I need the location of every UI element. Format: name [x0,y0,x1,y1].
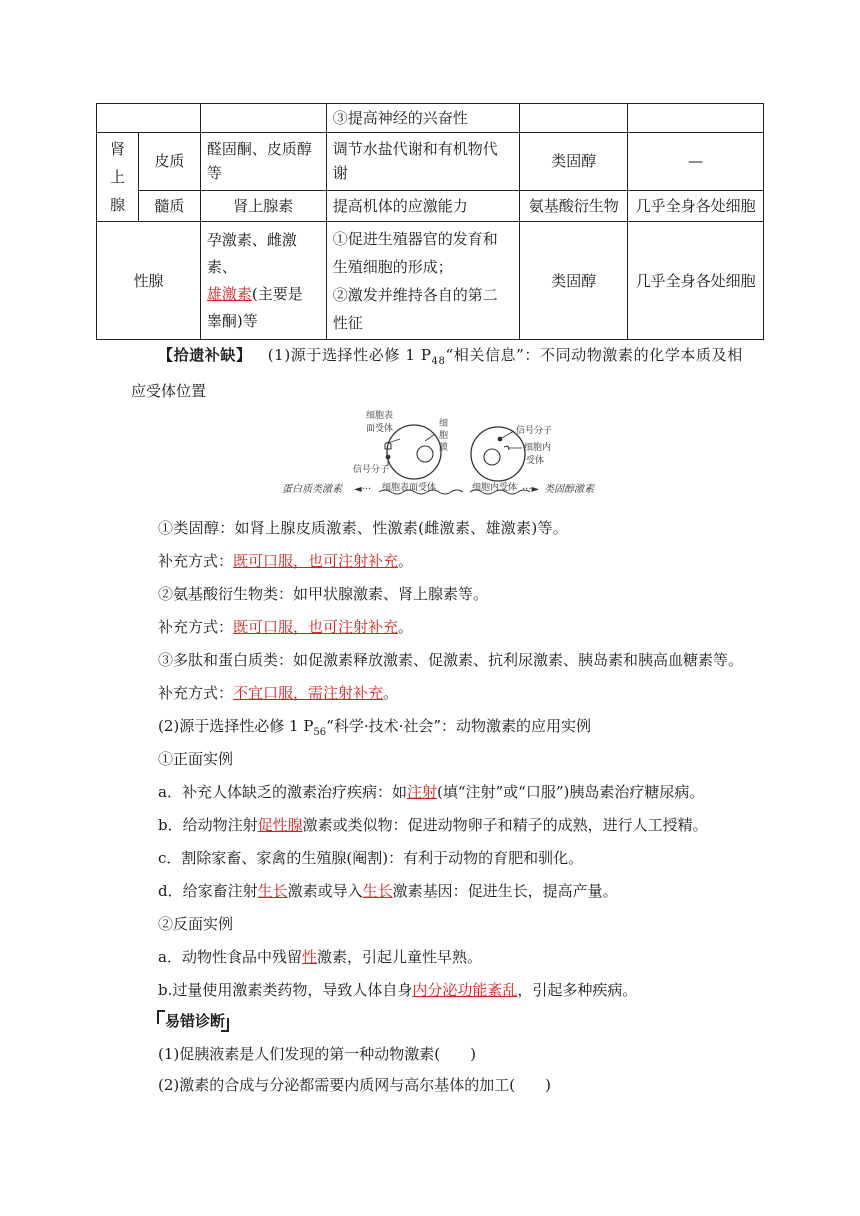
surface-receptor-caption: 细胞表面受体 [382,483,437,493]
table-cell: — [628,133,764,191]
table-cell: 调节水盐代谢和有机物代 谢 [326,133,520,191]
text-line: ①类固醇：如肾上腺皮质激素、性激素(雌激素、雄激素)等。 [158,519,569,537]
inner-receptor-label: 细胞内 [524,443,552,453]
text-line: ③多肽和蛋白质类：如促激素释放激素、促激素、抗利尿激素、胰岛素和胰高血糖素等。 [158,651,744,669]
signal-molecule-left [386,455,391,460]
surface-receptor-label: 细胞表 [366,411,394,421]
table-row [97,133,764,191]
text-line: c．割除家畜、家禽的生殖腺(阉割)：有利于动物的育肥和驯化。 [158,849,584,867]
nucleus-right [484,449,500,465]
table-row [97,190,764,221]
table-row [97,104,764,133]
signal-right-label: 信号分子 [516,426,553,436]
text-line: a．补充人体缺乏的激素治疗疾病：如注射(填“注射”或“口服”)胰岛素治疗糖尿病。 [158,783,705,801]
signal-molecule-right [498,437,503,442]
text-line: b．给动物注射促性腺激素或类似物：促进动物卵子和精子的成熟，进行人工授精。 [158,816,708,834]
text-line: ②反面实例 [158,915,234,933]
svg-text:面受体: 面受体 [366,424,394,434]
table-cell: 醛固酮、皮质醇 等 [200,133,326,191]
svg-text:◄···: ◄··· [354,484,372,495]
table-cell: 皮质 [138,133,200,191]
receptor-diagram [282,404,608,504]
signal-left-label: 信号分子 [353,465,390,475]
diagnosis-question: (1)促胰液素是人们发现的第一种动物激素( ) [158,1045,476,1063]
protein-hormone-label: 蛋白质类激素 [282,484,342,495]
text-line: ①正面实例 [158,750,234,768]
table-cell: 孕激素、雌激素、 雄激素(主要是 睾酮)等 [200,222,326,340]
supplement-intro-cont: 应受体位置 [131,382,207,400]
nucleus-left [417,446,433,462]
table-cell: 髓质 [138,190,200,221]
table-cell: 提高机体的应激能力 [326,190,520,221]
table-cell: 类固醇 [520,133,628,191]
text-line: ②氨基酸衍生物类：如甲状腺激素、肾上腺素等。 [158,585,489,603]
text-line: b.过量使用激素类药物，导致人体自身内分泌功能紊乱，引起多种疾病。 [158,981,638,999]
text-line: 补充方式：既可口服，也可注射补充。 [158,618,414,636]
text-line: 补充方式：既可口服，也可注射补充。 [158,552,414,570]
table-cell: ③提高神经的兴奋性 [326,104,520,133]
hormone-table [96,103,764,340]
supplement-intro: 【拾遗补缺】 (1)源于选择性必修 1 $P_{48}“$相关信息”：不同动物激素的化学本质及相 [158,346,743,367]
diagnosis-heading: 易错诊断 [157,1010,229,1032]
inner-receptor-caption: 细胞内受体 [472,483,518,493]
organ-adrenal: 肾 上 腺 [97,133,139,222]
table-cell: ①促进生殖器官的发育和 生殖细胞的形成； ②激发并维持各自的第二 性征 [326,222,520,340]
svg-text:膜: 膜 [439,443,449,453]
table-row [97,222,764,340]
svg-text:胞: 胞 [439,431,449,441]
organ-gonad: 性腺 [97,222,201,340]
text-line: a．动物性食品中残留性激素，引起儿童性早熟。 [158,948,482,966]
membrane-label: 细 [439,419,449,429]
text-line: (2)源于选择性必修 1 $P_{56}“$科学·技术·社会”：动物激素的应用实例 [158,717,592,738]
table-cell: 几乎全身各处细胞 [628,222,764,340]
diagnosis-question: (2)激素的合成与分泌都需要内质网与高尔基体的加工( ) [158,1076,551,1094]
table-cell: 类固醇 [520,222,628,340]
table-cell: 氨基酸衍生物 [520,190,628,221]
table-cell: 肾上腺素 [200,190,326,221]
table-cell: 几乎全身各处细胞 [628,190,764,221]
text-line: 补充方式：不宜口服，需注射补充。 [158,684,399,702]
svg-text:···►: ···► [522,484,540,495]
text-line: d．给家畜注射生长激素或导入生长激素基因：促进生长，提高产量。 [158,882,618,900]
steroid-hormone-label: 类固醇激素 [544,484,594,495]
svg-text:受体: 受体 [526,456,545,466]
